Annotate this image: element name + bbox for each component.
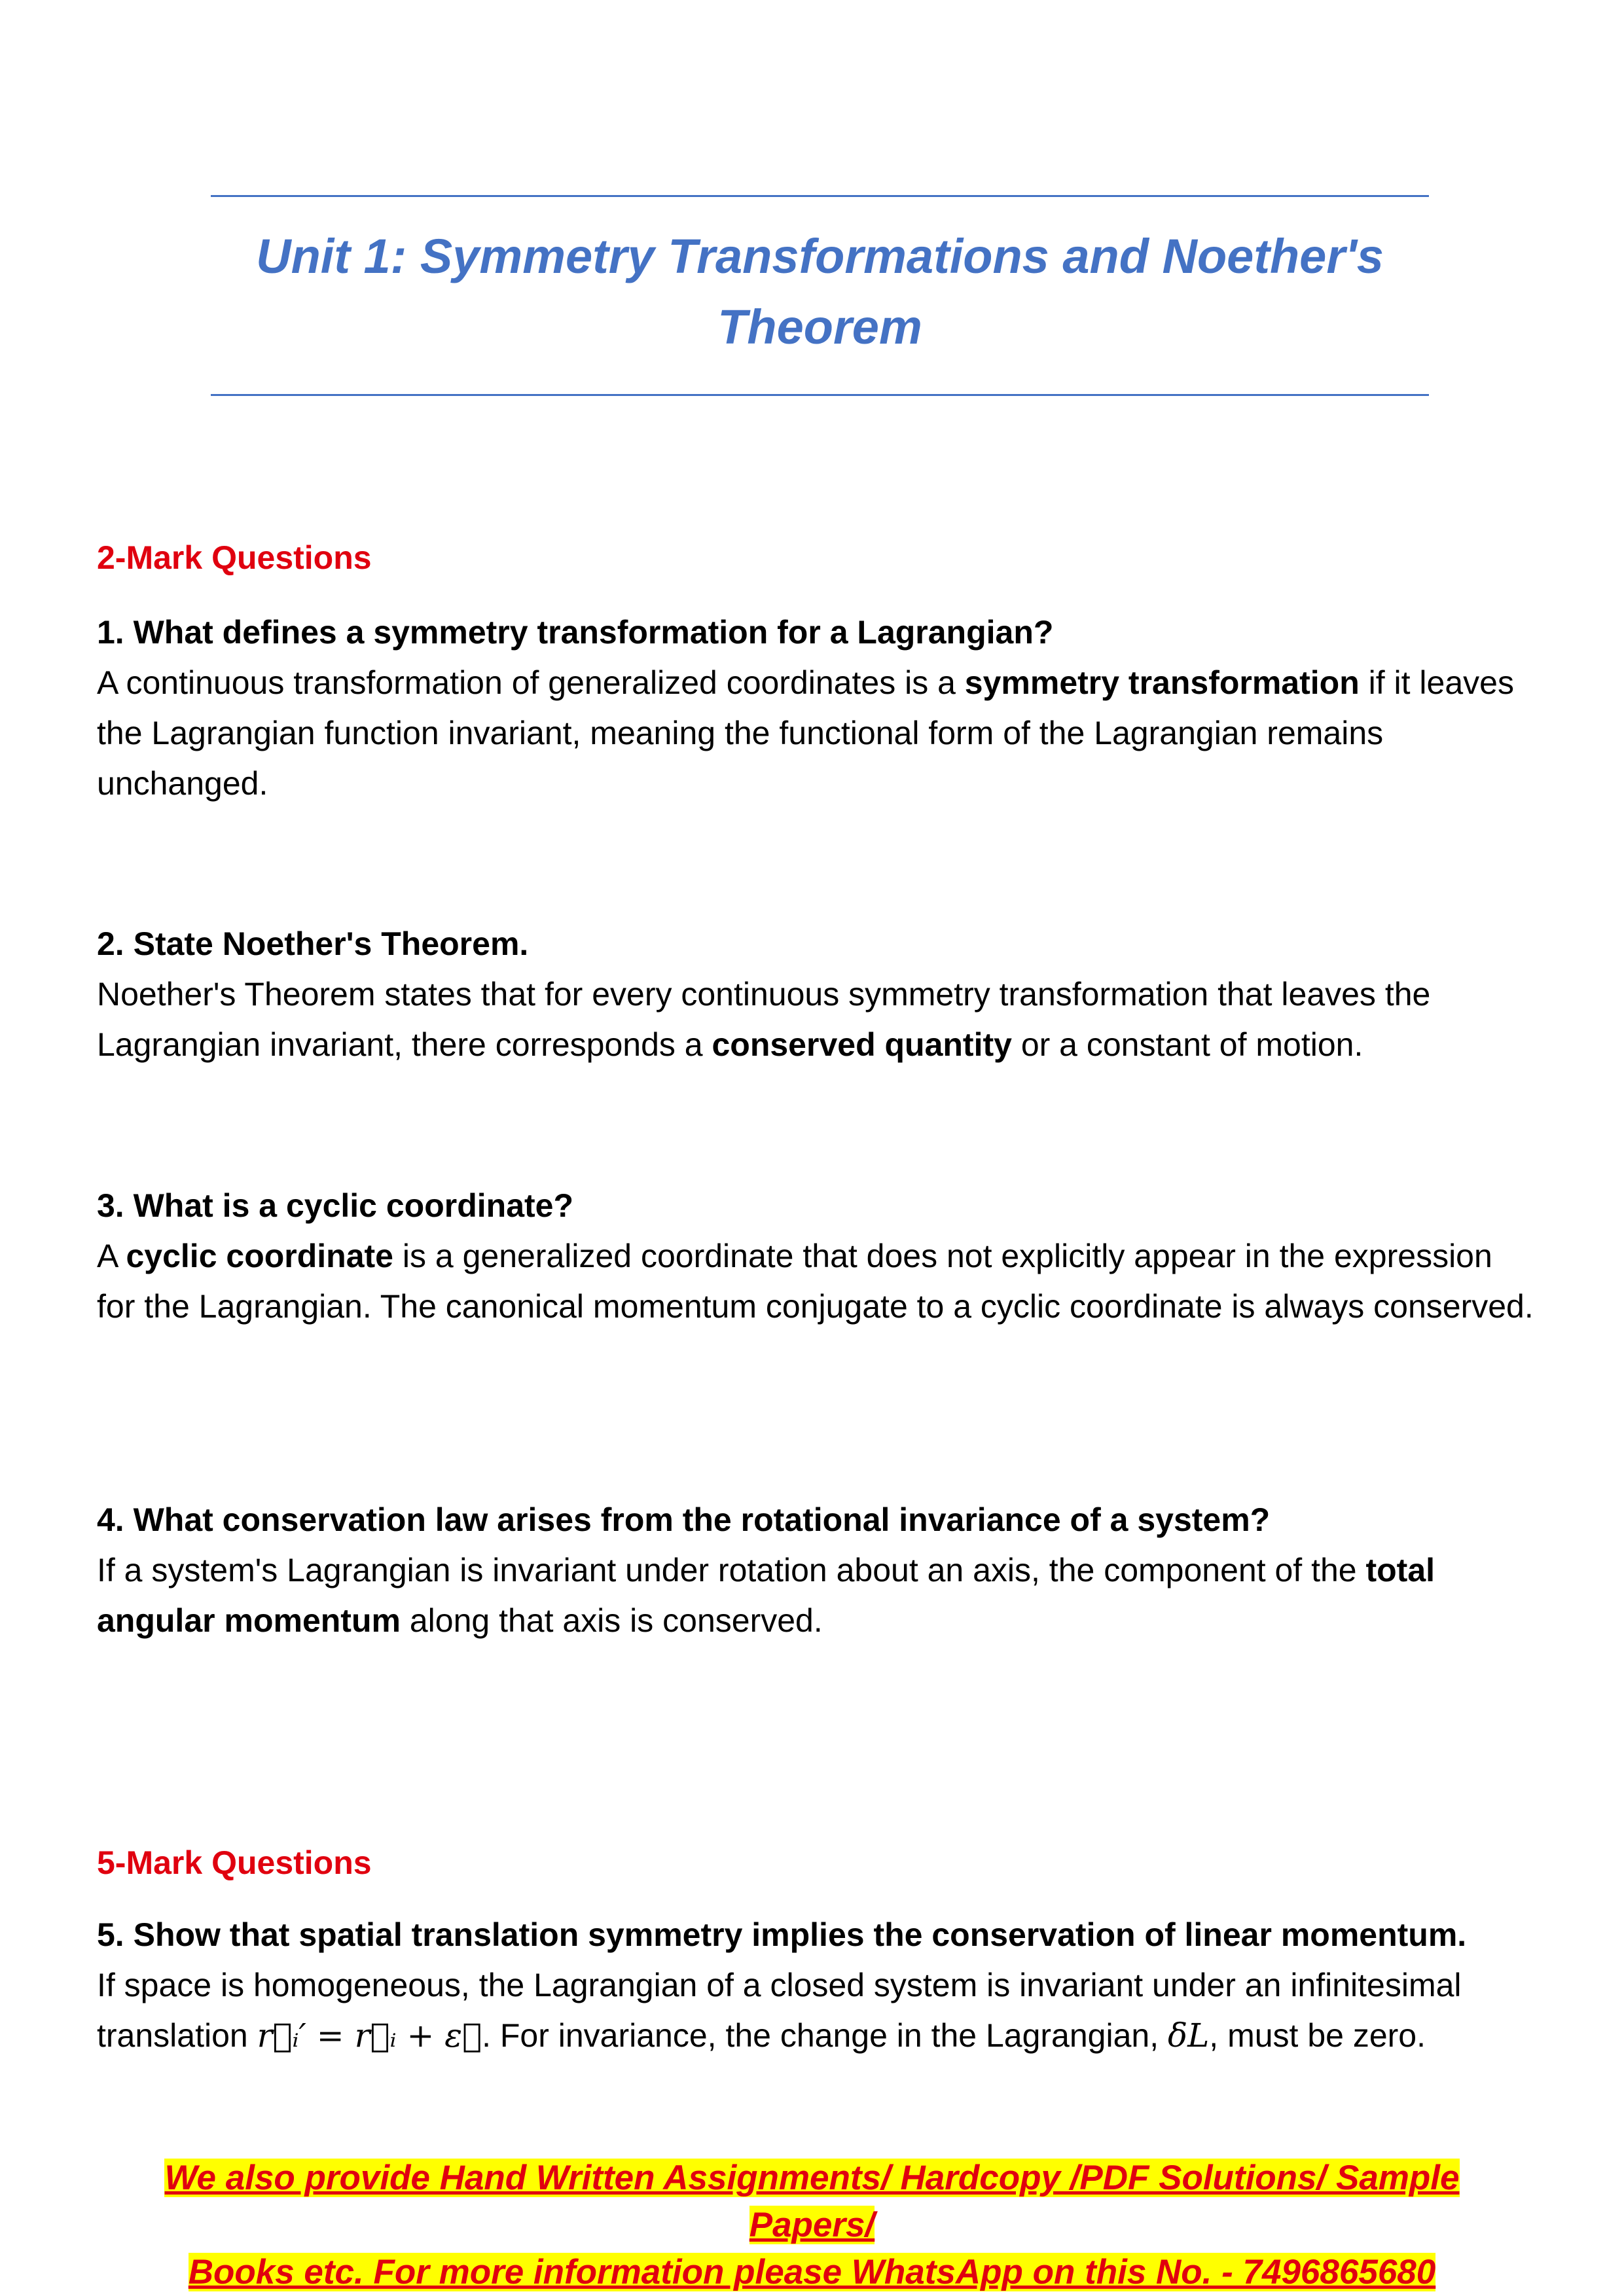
answer-2-text-b: or a constant of motion.: [1011, 1026, 1363, 1063]
question-block-2: [97, 919, 1537, 1070]
title-rule-bottom: [211, 394, 1429, 396]
question-2: 2. State Noether's Theorem.: [97, 925, 529, 962]
page-title: [211, 221, 1429, 363]
answer-1-text-a: A continuous transformation of generalized coordinates is a: [97, 664, 965, 701]
page-title-line-2: Theorem: [717, 300, 922, 354]
answer-2-keyword: conserved quantity: [712, 1026, 1012, 1063]
answer-1: [97, 658, 1537, 809]
promo-footer-line-2: Books etc. For more information please WhatsApp on this No. - 7496865680: [188, 2253, 1436, 2291]
question-block-4: [97, 1495, 1537, 1646]
question-block-5: [97, 1910, 1537, 2061]
title-rule-top: [211, 195, 1429, 197]
answer-3-text-a: A: [97, 1238, 126, 1274]
page-title-line-1: Unit 1: Symmetry Transformations and Noether's: [256, 229, 1384, 283]
answer-5-text-c: , must be zero.: [1209, 2017, 1426, 2054]
question-5: 5. Show that spatial translation symmetry implies the conservation of linear momentum.: [97, 1916, 1467, 1953]
question-block-3: [97, 1181, 1537, 1332]
answer-3-text-b: is a generalized coordinate that does not explicitly appear in the expression for the Lagrangian. The canonical momentum conjugate to a cyclic coordinate is always conserved.: [97, 1238, 1534, 1325]
answer-1-keyword: symmetry transformation: [964, 664, 1360, 701]
answer-4-text-a: If a system's Lagrangian is invariant under rotation about an axis, the component of the: [97, 1552, 1366, 1588]
question-3: 3. What is a cyclic coordinate?: [97, 1187, 574, 1224]
answer-3: [97, 1231, 1537, 1332]
question-1: 1. What defines a symmetry transformation for a Lagrangian?: [97, 614, 1054, 651]
answer-4-keyword: total angular momentum: [97, 1552, 1435, 1639]
answer-4-text-b: along that axis is conserved.: [400, 1602, 823, 1639]
promo-footer-line-1: We also provide Hand Written Assignments/ Hardcopy /PDF Solutions/ Sample Papers/: [164, 2159, 1460, 2244]
section-heading-5-mark: 5-Mark Questions: [97, 1844, 372, 1881]
answer-5-text-a: If space is homogeneous, the Lagrangian of a closed system is invariant under an infinitesimal translation: [97, 1967, 1462, 2054]
translation-equation: r⃗ᵢ′ = r⃗ᵢ + ε⃗: [257, 2017, 482, 2054]
answer-5: [97, 1960, 1537, 2061]
answer-1-text-b: if it leaves the Lagrangian function invariant, meaning the functional form of the Lagrangian remains unchanged.: [97, 664, 1514, 802]
answer-2-text-a: Noether's Theorem states that for every continuous symmetry transformation that leaves the Lagrangian invariant, there corresponds a: [97, 976, 1431, 1063]
question-4: 4. What conservation law arises from the rotational invariance of a system?: [97, 1501, 1271, 1538]
answer-3-keyword: cyclic coordinate: [126, 1238, 393, 1274]
answer-4: [97, 1545, 1537, 1646]
lagrangian-variation-symbol: δL: [1167, 2017, 1210, 2054]
answer-5-text-b: . For invariance, the change in the Lagrangian,: [482, 2017, 1168, 2054]
promo-footer: [105, 2155, 1519, 2296]
answer-2: [97, 969, 1537, 1070]
question-block-1: [97, 607, 1537, 809]
section-heading-2-mark: 2-Mark Questions: [97, 539, 372, 576]
